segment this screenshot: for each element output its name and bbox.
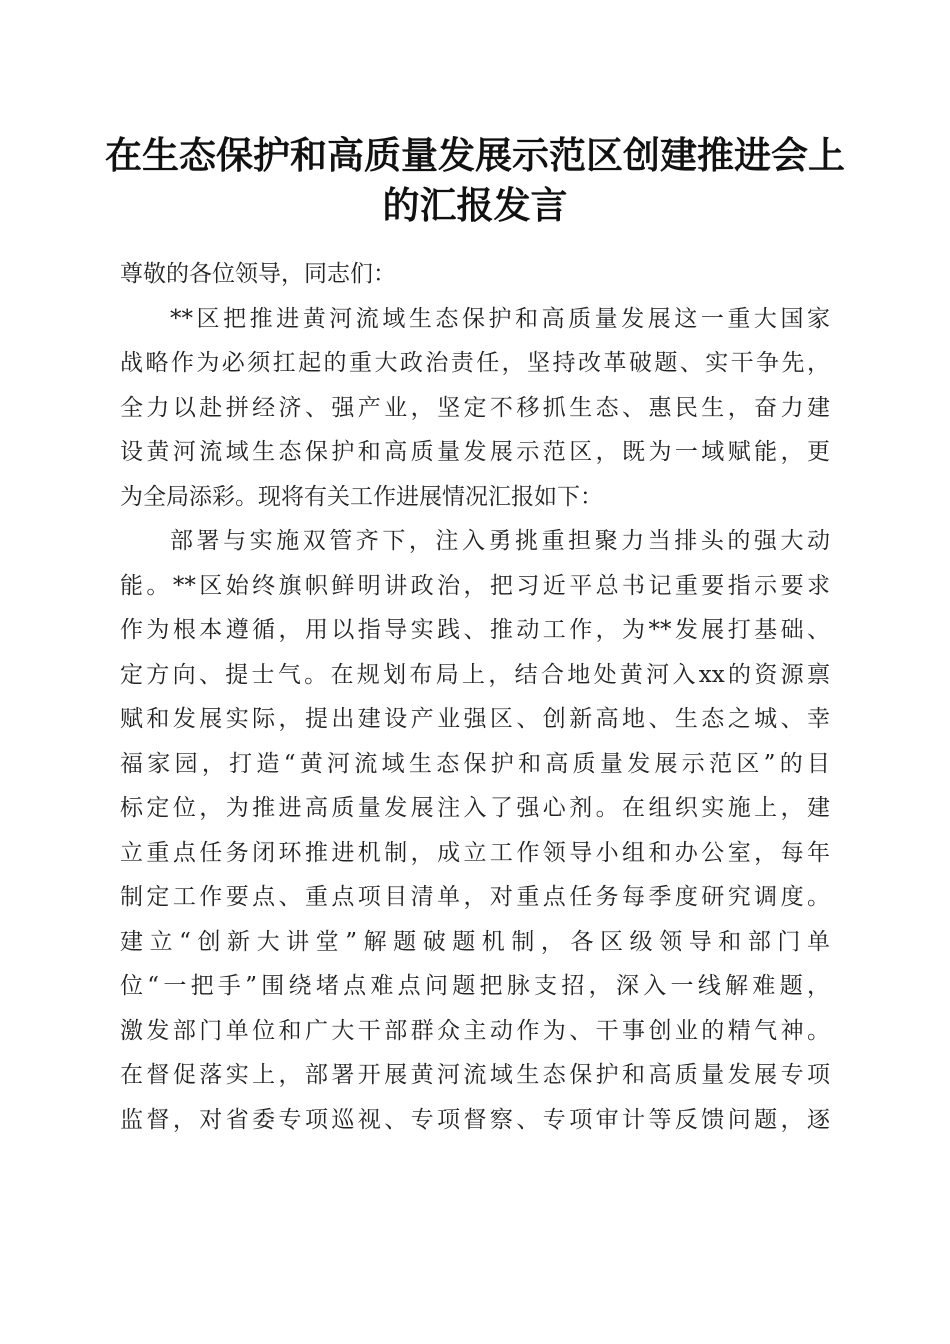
paragraph-line: 为全局添彩。现将有关工作进展情况汇报如下： [120, 483, 603, 510]
paragraph-line: 战略作为必须扛起的重大政治责任，坚持改革破题、实干争先， [120, 350, 830, 376]
title-line-2: 的汇报发言 [382, 183, 568, 227]
document-body [120, 252, 830, 1142]
paragraph-2 [120, 519, 830, 1142]
paragraph-line: 能。**区始终旗帜鲜明讲政治，把习近平总书记重要指示要求 [120, 572, 830, 599]
paragraph-line: 在督促落实上，部署开展黄河流域生态保护和高质量发展专项 [120, 1062, 830, 1088]
paragraph-line: 立重点任务闭环推进机制，成立工作领导小组和办公室，每年 [120, 839, 830, 866]
paragraph-line: 部署与实施双管齐下，注入勇挑重担聚力当排头的强大动 [170, 528, 830, 554]
document-title [100, 130, 850, 230]
paragraph-line: 定方向、提士气。在规划布局上，结合地处黄河入xx的资源禀 [120, 661, 830, 688]
paragraph-line: 标定位，为推进高质量发展注入了强心剂。在组织实施上，建 [120, 795, 830, 821]
paragraph-line: 监督，对省委专项巡视、专项督察、专项审计等反馈问题，逐 [120, 1106, 830, 1133]
salutation: 尊敬的各位领导，同志们： [120, 261, 396, 287]
paragraph-line: 制定工作要点、重点项目清单，对重点任务每季度研究调度。 [120, 884, 830, 910]
paragraph-line: 位“一把手”围绕堵点难点问题把脉支招，深入一线解难题， [120, 973, 830, 999]
paragraph-line: 激发部门单位和广大干部群众主动作为、干事创业的精气神。 [120, 1017, 830, 1044]
paragraph-line: **区把推进黄河流域生态保护和高质量发展这一重大国家 [170, 305, 830, 332]
paragraph-line: 建立“创新大讲堂”解题破题机制，各区级领导和部门单 [120, 928, 830, 955]
paragraph-line: 福家园，打造“黄河流域生态保护和高质量发展示范区”的目 [120, 750, 830, 777]
paragraph-line: 设黄河流域生态保护和高质量发展示范区，既为一域赋能，更 [120, 439, 830, 465]
paragraph-line: 赋和发展实际，提出建设产业强区、创新高地、生态之城、幸 [120, 706, 830, 732]
title-line-1: 在生态保护和高质量发展示范区创建推进会上 [105, 133, 845, 177]
paragraph-1 [120, 297, 830, 520]
paragraph-line: 全力以赴拼经济、强产业，坚定不移抓生态、惠民生，奋力建 [120, 394, 830, 421]
paragraph-line: 作为根本遵循，用以指导实践、推动工作，为**发展打基础、 [120, 617, 830, 643]
